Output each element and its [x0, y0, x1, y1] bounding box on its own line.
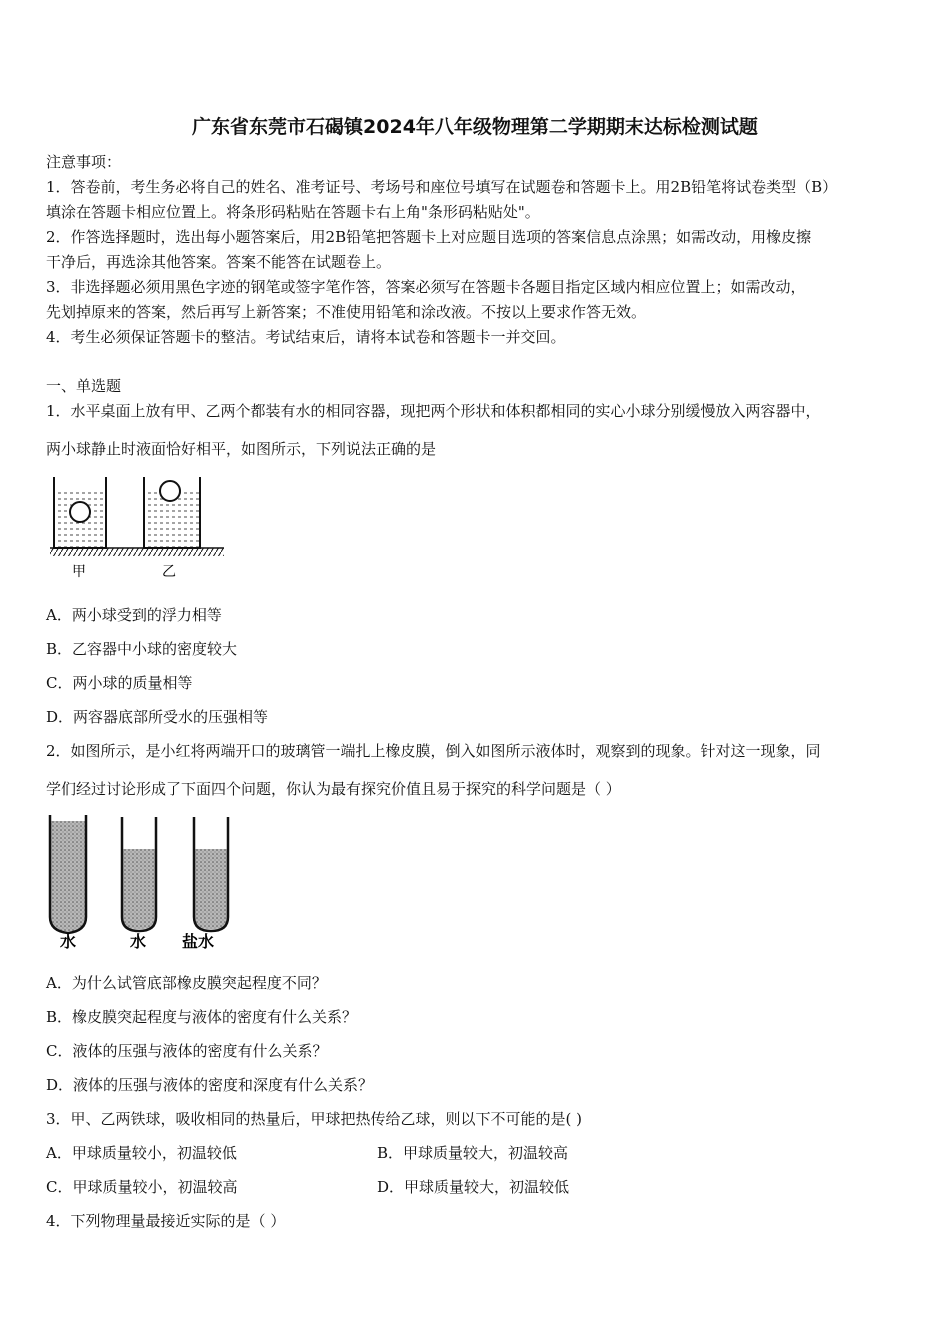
q2-stem-line1: 2．如图所示，是小红将两端开口的玻璃管一端扎上橡皮膜，倒入如图所示液体时，观察到的现象。针对这一现象，同: [46, 742, 821, 760]
notice-line: 1．答卷前，考生务必将自己的姓名、准考证号、考场号和座位号填写在试题卷和答题卡上。用2B铅笔将试卷类型（B）: [46, 178, 838, 196]
q3-option-a: A．甲球质量较小，初温较低: [46, 1144, 237, 1162]
q2-stem-line2: 学们经过讨论形成了下面四个问题，你认为最有探究价值且易于探究的科学问题是（ ）: [46, 780, 621, 798]
fig-label-jia: 甲: [72, 564, 86, 580]
q1-stem-line1: 1．水平桌面上放有甲、乙两个都装有水的相同容器，现把两个形状和体积都相同的实心小球分别缓慢放入两容器中，: [46, 402, 821, 420]
notice-line: 填涂在答题卡相应位置上。将条形码粘贴在答题卡右上角"条形码粘贴处"。: [46, 203, 540, 221]
q1-option-d: D．两容器底部所受水的压强相等: [46, 708, 269, 726]
q3-option-d: D．甲球质量较大，初温较低: [377, 1178, 570, 1196]
q1-stem-line2: 两小球静止时液面恰好相平，如图所示，下列说法正确的是: [46, 440, 437, 458]
q1-option-a: A．两小球受到的浮力相等: [46, 606, 222, 624]
q1-option-b: B．乙容器中小球的密度较大: [46, 640, 238, 658]
tube-label-water: 水: [60, 932, 77, 951]
q2-option-b: B．橡皮膜突起程度与液体的密度有什么关系？: [46, 1008, 358, 1026]
notice-line: 先划掉原来的答案，然后再写上新答案；不准使用铅笔和涂改液。不按以上要求作答无效。: [46, 303, 647, 321]
tube-label-saltwater: 盐水: [182, 932, 215, 951]
q3-option-b: B．甲球质量较大，初温较高: [377, 1144, 569, 1162]
q2-option-a: A．为什么试管底部橡皮膜突起程度不同？: [46, 974, 327, 992]
q1-option-c: C．两小球的质量相等: [46, 674, 193, 692]
ball-icon: [160, 481, 180, 501]
q4-stem: 4．下列物理量最接近实际的是（ ）: [46, 1212, 286, 1230]
q2-option-d: D．液体的压强与液体的密度和深度有什么关系？: [46, 1076, 374, 1094]
page-title: 广东省东莞市石碣镇2024年八年级物理第二学期期末达标检测试题: [192, 116, 758, 138]
notice-line: 3．非选择题必须用黑色字迹的钢笔或签字笔作答，答案必须写在答题卡各题目指定区域内相应位置上；如需改动，: [46, 278, 806, 296]
notice-line: 4．考生必须保证答题卡的整洁。考试结束后，请将本试卷和答题卡一并交回。: [46, 328, 566, 346]
q3-option-c: C．甲球质量较小，初温较高: [46, 1178, 238, 1196]
q3-stem: 3．甲、乙两铁球，吸收相同的热量后，甲球把热传给乙球，则以下不可能的是( ): [46, 1110, 583, 1128]
notice-heading: 注意事项：: [46, 153, 122, 171]
q2-figure: [44, 813, 234, 953]
q1-figure: [46, 472, 236, 582]
tube-label-water: 水: [130, 932, 147, 951]
notice-line: 2．作答选择题时，选出每小题答案后，用2B铅笔把答题卡上对应题目选项的答案信息点涂黑；如需改动，用橡皮擦: [46, 228, 812, 246]
notice-line: 干净后，再选涂其他答案。答案不能答在试题卷上。: [46, 253, 392, 271]
ball-icon: [70, 502, 90, 522]
q2-option-c: C．液体的压强与液体的密度有什么关系？: [46, 1042, 328, 1060]
section-heading: 一、单选题: [46, 377, 122, 395]
fig-label-yi: 乙: [162, 564, 176, 580]
